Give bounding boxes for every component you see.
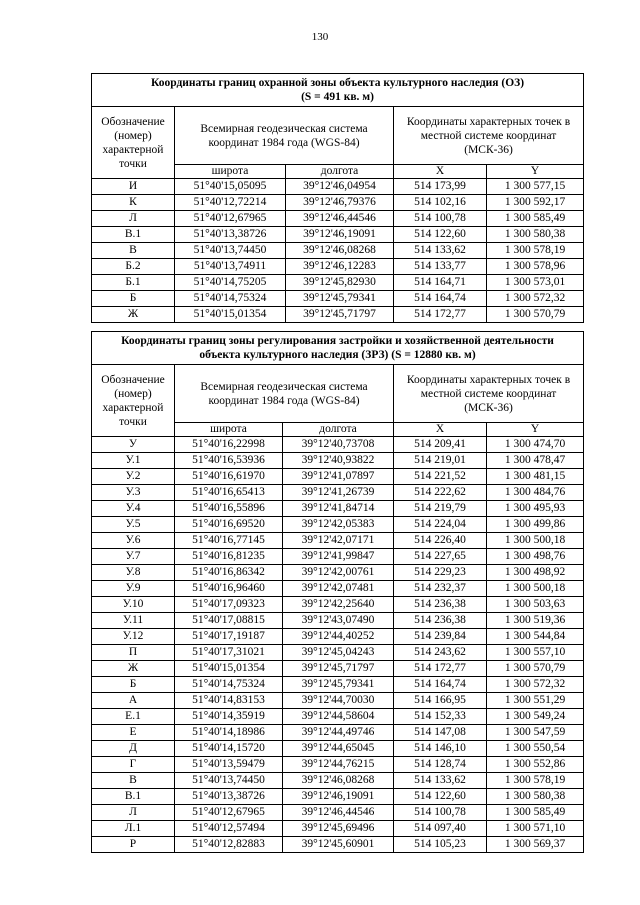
table-row	[92, 517, 584, 533]
point-id-cell: Б.2	[92, 259, 175, 275]
point-id-cell: Л.1	[92, 821, 175, 837]
longitude-cell: 39°12'46,19091	[283, 789, 394, 805]
point-id-cell: Д	[92, 741, 175, 757]
y-cell: 1 300 478,47	[487, 453, 584, 469]
table-title	[92, 74, 584, 107]
latitude-cell: 51°40'16,65413	[175, 485, 283, 501]
y-cell: 1 300 578,19	[487, 243, 584, 259]
table-row	[92, 741, 584, 757]
longitude-cell: 39°12'45,71797	[286, 307, 394, 323]
x-cell: 514 164,74	[394, 291, 487, 307]
point-id-cell: Б	[92, 291, 175, 307]
y-cell: 1 300 474,70	[487, 437, 584, 453]
x-cell: 514 236,38	[394, 613, 487, 629]
latitude-cell: 51°40'14,18986	[175, 725, 283, 741]
point-column-header	[92, 107, 175, 179]
table-row	[92, 613, 584, 629]
point-id-cell: У.11	[92, 613, 175, 629]
longitude-cell: 39°12'46,44546	[286, 211, 394, 227]
header-line: точки	[119, 157, 147, 170]
longitude-cell: 39°12'46,04954	[286, 179, 394, 195]
msk-column-header: Координаты характерных точек в местной системе координат (МСК-36)	[394, 365, 584, 423]
longitude-cell: 39°12'42,00761	[283, 565, 394, 581]
table-row	[92, 645, 584, 661]
point-id-cell: Ж	[92, 661, 175, 677]
x-cell: 514 164,71	[394, 275, 487, 291]
y-cell: 1 300 495,93	[487, 501, 584, 517]
table-row	[92, 549, 584, 565]
header-line: характерной	[102, 401, 164, 414]
point-id-cell: У.2	[92, 469, 175, 485]
latitude-cell: 51°40'16,81235	[175, 549, 283, 565]
latitude-cell: 51°40'16,53936	[175, 453, 283, 469]
header-line: Обозначение	[101, 373, 165, 386]
longitude-cell: 39°12'44,49746	[283, 725, 394, 741]
x-cell: 514 097,40	[394, 821, 487, 837]
point-id-cell: У.8	[92, 565, 175, 581]
point-id-cell: У.12	[92, 629, 175, 645]
point-id-cell: Е.1	[92, 709, 175, 725]
latitude-cell: 51°40'14,75324	[175, 677, 283, 693]
longitude-cell: 39°12'46,19091	[286, 227, 394, 243]
longitude-cell: 39°12'44,76215	[283, 757, 394, 773]
y-cell: 1 300 557,10	[487, 645, 584, 661]
longitude-cell: 39°12'44,70030	[283, 693, 394, 709]
table-title	[92, 332, 584, 365]
x-cell: 514 239,84	[394, 629, 487, 645]
x-cell: 514 232,37	[394, 581, 487, 597]
longitude-cell: 39°12'42,05383	[283, 517, 394, 533]
x-cell: 514 172,77	[394, 661, 487, 677]
longitude-cell: 39°12'45,69496	[283, 821, 394, 837]
x-cell: 514 100,78	[394, 211, 487, 227]
x-cell: 514 221,52	[394, 469, 487, 485]
x-cell: 514 122,60	[394, 789, 487, 805]
latitude-cell: 51°40'13,38726	[175, 789, 283, 805]
table-row	[92, 789, 584, 805]
longitude-cell: 39°12'41,84714	[283, 501, 394, 517]
latitude-cell: 51°40'15,01354	[175, 307, 286, 323]
table-body	[92, 437, 584, 853]
longitude-cell: 39°12'42,07171	[283, 533, 394, 549]
latitude-cell: 51°40'12,67965	[175, 805, 283, 821]
x-cell: 514 173,99	[394, 179, 487, 195]
latitude-cell: 51°40'16,86342	[175, 565, 283, 581]
latitude-cell: 51°40'13,74450	[175, 773, 283, 789]
table-row	[92, 725, 584, 741]
y-cell: 1 300 578,96	[487, 259, 584, 275]
y-cell: 1 300 571,10	[487, 821, 584, 837]
y-header: Y	[487, 423, 584, 437]
y-cell: 1 300 500,18	[487, 533, 584, 549]
table-row	[92, 453, 584, 469]
table-row	[92, 501, 584, 517]
longitude-cell: 39°12'42,07481	[283, 581, 394, 597]
point-id-cell: Р	[92, 837, 175, 853]
page-number: 130	[311, 31, 329, 43]
protection-zone-table	[91, 73, 584, 323]
y-cell: 1 300 592,17	[487, 195, 584, 211]
point-id-cell: У.3	[92, 485, 175, 501]
y-cell: 1 300 550,54	[487, 741, 584, 757]
point-id-cell: У.10	[92, 597, 175, 613]
point-id-cell: У.1	[92, 453, 175, 469]
table-row	[92, 581, 584, 597]
point-id-cell: В.1	[92, 227, 175, 243]
latitude-cell: 51°40'17,31021	[175, 645, 283, 661]
latitude-cell: 51°40'17,19187	[175, 629, 283, 645]
x-cell: 514 243,62	[394, 645, 487, 661]
table-row	[92, 805, 584, 821]
regulation-zone-table	[91, 331, 584, 853]
y-cell: 1 300 585,49	[487, 805, 584, 821]
table-title-line2: (S = 491 кв. м)	[301, 91, 374, 103]
longitude-cell: 39°12'40,93822	[283, 453, 394, 469]
x-cell: 514 222,62	[394, 485, 487, 501]
longitude-cell: 39°12'45,79341	[283, 677, 394, 693]
point-id-cell: У.6	[92, 533, 175, 549]
x-cell: 514 133,62	[394, 243, 487, 259]
latitude-header: широта	[175, 423, 283, 437]
point-id-cell: В	[92, 243, 175, 259]
latitude-cell: 51°40'12,67965	[175, 211, 286, 227]
longitude-cell: 39°12'41,07897	[283, 469, 394, 485]
latitude-cell: 51°40'14,15720	[175, 741, 283, 757]
table-row	[92, 837, 584, 853]
point-id-cell: В	[92, 773, 175, 789]
longitude-header: долгота	[286, 165, 394, 179]
longitude-cell: 39°12'45,79341	[286, 291, 394, 307]
point-id-cell: Л	[92, 211, 175, 227]
table-title-line1: Координаты границ зоны регулирования застройки и хозяйственной деятельности	[121, 335, 554, 347]
y-cell: 1 300 569,37	[487, 837, 584, 853]
x-cell: 514 209,41	[394, 437, 487, 453]
x-cell: 514 229,23	[394, 565, 487, 581]
x-cell: 514 219,01	[394, 453, 487, 469]
y-header: Y	[487, 165, 584, 179]
x-cell: 514 100,78	[394, 805, 487, 821]
table-row	[92, 597, 584, 613]
table-row	[92, 437, 584, 453]
longitude-cell: 39°12'44,65045	[283, 741, 394, 757]
point-id-cell: Ж	[92, 307, 175, 323]
latitude-cell: 51°40'15,01354	[175, 661, 283, 677]
header-line: (номер)	[114, 387, 152, 400]
latitude-cell: 51°40'16,77145	[175, 533, 283, 549]
latitude-cell: 51°40'16,22998	[175, 437, 283, 453]
longitude-cell: 39°12'46,08268	[283, 773, 394, 789]
x-cell: 514 164,74	[394, 677, 487, 693]
latitude-cell: 51°40'13,59479	[175, 757, 283, 773]
x-cell: 514 226,40	[394, 533, 487, 549]
longitude-cell: 39°12'43,07490	[283, 613, 394, 629]
point-id-cell: Б.1	[92, 275, 175, 291]
x-cell: 514 147,08	[394, 725, 487, 741]
longitude-cell: 39°12'41,99847	[283, 549, 394, 565]
table-row	[92, 677, 584, 693]
table-row	[92, 259, 584, 275]
longitude-cell: 39°12'46,08268	[286, 243, 394, 259]
table-row	[92, 195, 584, 211]
point-id-cell: У.7	[92, 549, 175, 565]
y-cell: 1 300 481,15	[487, 469, 584, 485]
wgs-column-header: Всемирная геодезическая система координат 1984 года (WGS-84)	[175, 107, 394, 165]
latitude-cell: 51°40'12,57494	[175, 821, 283, 837]
y-cell: 1 300 552,86	[487, 757, 584, 773]
table-row	[92, 565, 584, 581]
msk-column-header: Координаты характерных точек в местной системе координат (МСК-36)	[394, 107, 584, 165]
point-column-header	[92, 365, 175, 437]
table-row	[92, 211, 584, 227]
header-line: точки	[119, 415, 147, 428]
y-cell: 1 300 580,38	[487, 227, 584, 243]
x-cell: 514 102,16	[394, 195, 487, 211]
y-cell: 1 300 503,63	[487, 597, 584, 613]
header-line: Обозначение	[101, 115, 165, 128]
y-cell: 1 300 578,19	[487, 773, 584, 789]
latitude-cell: 51°40'16,61970	[175, 469, 283, 485]
point-id-cell: В.1	[92, 789, 175, 805]
latitude-cell: 51°40'16,96460	[175, 581, 283, 597]
table-row	[92, 291, 584, 307]
y-cell: 1 300 572,32	[487, 677, 584, 693]
y-cell: 1 300 484,76	[487, 485, 584, 501]
table-row	[92, 469, 584, 485]
y-cell: 1 300 549,24	[487, 709, 584, 725]
x-cell: 514 133,77	[394, 259, 487, 275]
point-id-cell: И	[92, 179, 175, 195]
latitude-cell: 51°40'14,75205	[175, 275, 286, 291]
x-cell: 514 152,33	[394, 709, 487, 725]
longitude-cell: 39°12'45,60901	[283, 837, 394, 853]
longitude-cell: 39°12'40,73708	[283, 437, 394, 453]
point-id-cell: У	[92, 437, 175, 453]
point-id-cell: Б	[92, 677, 175, 693]
x-header: X	[394, 165, 487, 179]
longitude-header: долгота	[283, 423, 394, 437]
table-row	[92, 485, 584, 501]
x-cell: 514 172,77	[394, 307, 487, 323]
point-id-cell: А	[92, 693, 175, 709]
longitude-cell: 39°12'44,40252	[283, 629, 394, 645]
longitude-cell: 39°12'45,82930	[286, 275, 394, 291]
header-line: (номер)	[114, 129, 152, 142]
table-row	[92, 693, 584, 709]
longitude-cell: 39°12'44,58604	[283, 709, 394, 725]
point-id-cell: Л	[92, 805, 175, 821]
point-id-cell: К	[92, 195, 175, 211]
y-cell: 1 300 585,49	[487, 211, 584, 227]
latitude-cell: 51°40'13,74450	[175, 243, 286, 259]
y-cell: 1 300 570,79	[487, 307, 584, 323]
x-cell: 514 122,60	[394, 227, 487, 243]
x-cell: 514 128,74	[394, 757, 487, 773]
point-id-cell: У.5	[92, 517, 175, 533]
x-cell: 514 105,23	[394, 837, 487, 853]
table-row	[92, 307, 584, 323]
x-cell: 514 219,79	[394, 501, 487, 517]
x-header: X	[394, 423, 487, 437]
table-row	[92, 227, 584, 243]
x-cell: 514 224,04	[394, 517, 487, 533]
x-cell: 514 146,10	[394, 741, 487, 757]
table-title-line2: объекта культурного наследия (ЗРЗ) (S = 12880 кв. м)	[199, 349, 476, 361]
y-cell: 1 300 577,15	[487, 179, 584, 195]
longitude-cell: 39°12'45,04243	[283, 645, 394, 661]
latitude-cell: 51°40'14,83153	[175, 693, 283, 709]
table-body	[92, 179, 584, 323]
y-cell: 1 300 519,36	[487, 613, 584, 629]
table-row	[92, 821, 584, 837]
x-cell: 514 133,62	[394, 773, 487, 789]
latitude-cell: 51°40'13,38726	[175, 227, 286, 243]
table-row	[92, 629, 584, 645]
latitude-cell: 51°40'14,75324	[175, 291, 286, 307]
latitude-cell: 51°40'13,74911	[175, 259, 286, 275]
longitude-cell: 39°12'46,79376	[286, 195, 394, 211]
y-cell: 1 300 551,29	[487, 693, 584, 709]
latitude-cell: 51°40'17,08815	[175, 613, 283, 629]
point-id-cell: П	[92, 645, 175, 661]
x-cell: 514 227,65	[394, 549, 487, 565]
y-cell: 1 300 570,79	[487, 661, 584, 677]
table-row	[92, 533, 584, 549]
longitude-cell: 39°12'46,44546	[283, 805, 394, 821]
latitude-cell: 51°40'16,55896	[175, 501, 283, 517]
wgs-column-header: Всемирная геодезическая система координат 1984 года (WGS-84)	[175, 365, 394, 423]
y-cell: 1 300 544,84	[487, 629, 584, 645]
point-id-cell: Е	[92, 725, 175, 741]
y-cell: 1 300 498,76	[487, 549, 584, 565]
y-cell: 1 300 500,18	[487, 581, 584, 597]
point-id-cell: Г	[92, 757, 175, 773]
latitude-cell: 51°40'12,82883	[175, 837, 283, 853]
latitude-cell: 51°40'17,09323	[175, 597, 283, 613]
point-id-cell: У.4	[92, 501, 175, 517]
y-cell: 1 300 499,86	[487, 517, 584, 533]
longitude-cell: 39°12'45,71797	[283, 661, 394, 677]
latitude-cell: 51°40'15,05095	[175, 179, 286, 195]
table-row	[92, 709, 584, 725]
y-cell: 1 300 498,92	[487, 565, 584, 581]
y-cell: 1 300 572,32	[487, 291, 584, 307]
y-cell: 1 300 547,59	[487, 725, 584, 741]
table-row	[92, 661, 584, 677]
x-cell: 514 166,95	[394, 693, 487, 709]
y-cell: 1 300 573,01	[487, 275, 584, 291]
latitude-header: широта	[175, 165, 286, 179]
table-row	[92, 243, 584, 259]
longitude-cell: 39°12'42,25640	[283, 597, 394, 613]
latitude-cell: 51°40'14,35919	[175, 709, 283, 725]
longitude-cell: 39°12'41,26739	[283, 485, 394, 501]
table-row	[92, 275, 584, 291]
table-row	[92, 179, 584, 195]
header-line: характерной	[102, 143, 164, 156]
table-row	[92, 773, 584, 789]
x-cell: 514 236,38	[394, 597, 487, 613]
point-id-cell: У.9	[92, 581, 175, 597]
longitude-cell: 39°12'46,12283	[286, 259, 394, 275]
table-row	[92, 757, 584, 773]
latitude-cell: 51°40'16,69520	[175, 517, 283, 533]
latitude-cell: 51°40'12,72214	[175, 195, 286, 211]
y-cell: 1 300 580,38	[487, 789, 584, 805]
table-title-line1: Координаты границ охранной зоны объекта культурного наследия (ОЗ)	[150, 77, 525, 89]
